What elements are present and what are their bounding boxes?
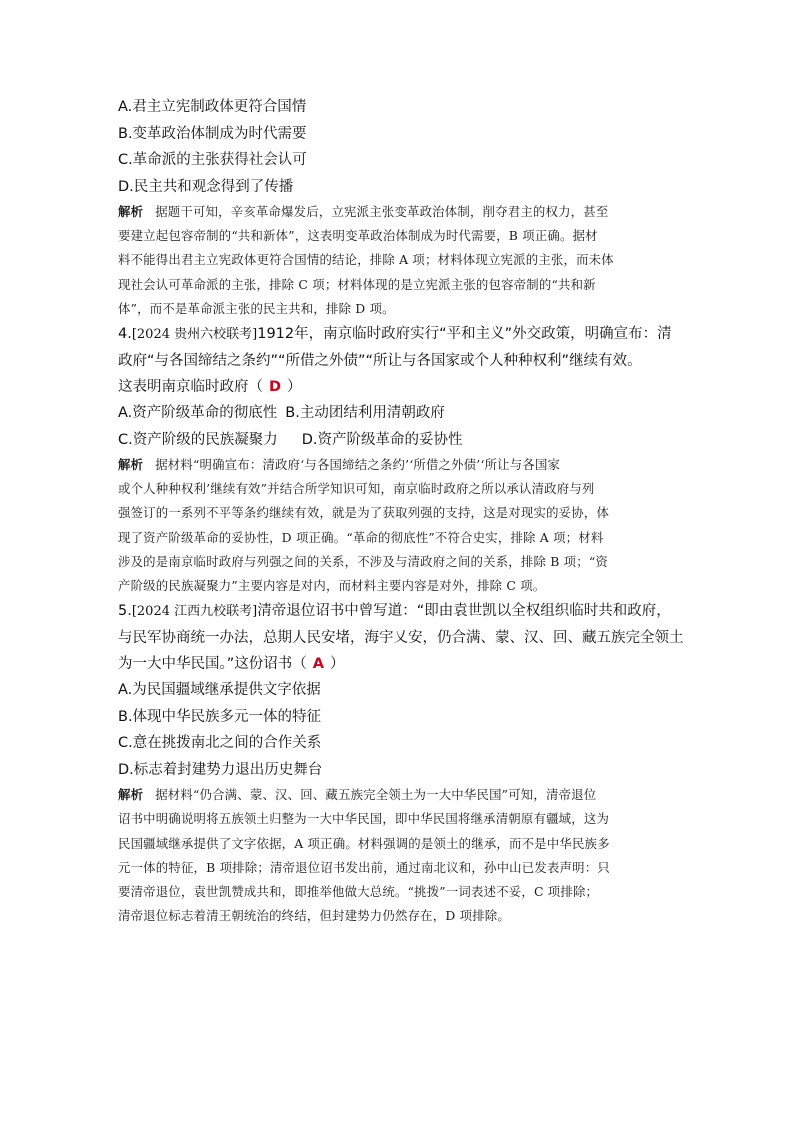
- q3-explanation-line-4: 现社会认可革命派的主张，排除 C 项；材料体现的是立宪派主张的包容帝制的“共和新: [118, 276, 596, 292]
- q4-explanation-line-1: 解析 据材料“明确宣布：清政府‘与各国缔结之条约’‘所借之外债’‘所让与各国家: [118, 457, 561, 473]
- q5-explanation-line-2: 诏书中明确说明将五族领土归整为一大中华民国，即中华民国将继承清朝原有疆域，这为: [118, 811, 610, 827]
- q4-stem-line-3: 这表明南京临时政府（ D ）: [118, 379, 302, 396]
- explanation-tag: 解析: [118, 787, 144, 803]
- q4-answer: D: [269, 379, 282, 396]
- q4-number: 4.: [118, 326, 132, 343]
- q4-explanation-line-6: 产阶级的民族凝聚力”主要内容是对内，而材料主要内容是对外，排除 C 项。: [118, 578, 546, 594]
- q4-option-d: D.资产阶级革命的妥协性: [301, 431, 463, 448]
- q4-explanation-line-3: 强签订的一系列不平等条约继续有效，就是为了获取列强的支持，这是对现实的妥协，体: [118, 505, 610, 521]
- q4-source: [2024 贵州六校联考]: [131, 327, 258, 343]
- document-content: [118, 94, 684, 928]
- q4-option-a: A.资产阶级革命的彻底性: [118, 405, 278, 422]
- q5-explanation-line-5: 要清帝退位，袁世凯赞成共和，即推举他做大总统。“挑拨”一词表述不妥，C 项排除；: [118, 884, 599, 900]
- explanation-tag: 解析: [118, 204, 144, 219]
- q5-option-a: A.为民国疆域继承提供文字依据: [118, 682, 321, 699]
- q4-stem-line-2: 政府“与各国缔结之条约”“所借之外债”“所让与各国家或个人种种权利”继续有效。: [118, 353, 642, 370]
- q3-explanation-line-2: 要建立起包容帝制的“共和新体”，这表明变革政治体制成为时代需要，B 项正确。据材: [118, 228, 598, 244]
- q5-explanation-line-4: 元一体的特征，B 项排除；清帝退位诏书发出前，通过南北议和，孙中山已发表声明：只: [118, 859, 610, 875]
- q5-option-d: D.标志着封建势力退出历史舞台: [118, 761, 323, 778]
- q5-option-c: C.意在挑拨南北之间的合作关系: [118, 735, 322, 752]
- q3-option-d: D.民主共和观念得到了传播: [118, 178, 294, 195]
- q5-explanation-line-6: 清帝退位标志着清王朝统治的终结，但封建势力仍然存在，D 项排除。: [118, 908, 510, 924]
- q3-option-a: A.君主立宪制政体更符合国情: [118, 99, 307, 115]
- q3-option-b: B.变革政治体制成为时代需要: [118, 125, 307, 142]
- q4-explanation-line-2: 或个人种种权利’继续有效”并结合所学知识可知，南京临时政府之所以承认清政府与列: [118, 481, 595, 497]
- q4-options-row-2: [118, 427, 678, 454]
- q5-answer: A: [312, 656, 324, 673]
- q5-stem-line-3: 为一大中华民国。”这份诏书（ A ）: [118, 656, 345, 673]
- q5-stem-line-2: 与民军协商统一办法，总期人民安堵，海宇乂安，仍合满、蒙、汉、回、藏五族完全领土: [118, 630, 684, 647]
- q3-explanation-line-3: 料不能得出君主立宪政体更符合国情的结论，排除 A 项；材料体现立宪派的主张，而未体: [118, 252, 614, 268]
- q5-explanation-line-1: 解析 据材料“仍合满、蒙、汉、回、藏五族完全领土为一大中华民国”可知，清帝退位: [118, 787, 597, 803]
- q5-stem-line-1: 5.[2024 江西九校联考]清帝退位诏书中曾写道：“即由袁世凯以全权组织临时共和政府，: [118, 603, 671, 620]
- q3-option-c: C.革命派的主张获得社会认可: [118, 152, 307, 168]
- q5-option-b: B.体现中华民族多元一体的特征: [118, 708, 322, 725]
- q5-number: 5.: [118, 603, 132, 620]
- q4-option-c: C.资产阶级的民族凝聚力: [118, 431, 278, 448]
- q4-explanation-line-5: 涉及的是南京临时政府与列强之间的关系，不涉及与清政府之间的关系，排除 B 项；“资: [118, 553, 608, 569]
- q3-explanation-line-1: 解析 据题干可知，辛亥革命爆发后，立宪派主张变革政治体制，削夺君主的权力，甚至: [118, 204, 609, 219]
- explanation-tag: 解析: [118, 457, 144, 473]
- q4-option-b: B.主动团结利用清朝政府: [285, 405, 445, 422]
- q3-explanation-line-5: 体”，而不是革命派主张的民主共和，排除 D 项。: [118, 300, 395, 316]
- q5-explanation-line-3: 民国疆域继承提供了文字依据，A 项正确。材料强调的是领土的继承，而不是中华民族多: [118, 835, 610, 851]
- q4-stem-line-1: 4.[2024 贵州六校联考]1912年，南京临时政府实行“平和主义”外交政策，明确宣布：清: [118, 326, 672, 343]
- q5-source: [2024 江西九校联考]: [131, 604, 258, 620]
- q4-explanation-line-4: 现了资产阶级革命的妥协性，D 项正确。“革命的彻底性”不符合史实，排除 A 项；材料: [118, 529, 604, 545]
- q4-options-row-1: [118, 400, 678, 427]
